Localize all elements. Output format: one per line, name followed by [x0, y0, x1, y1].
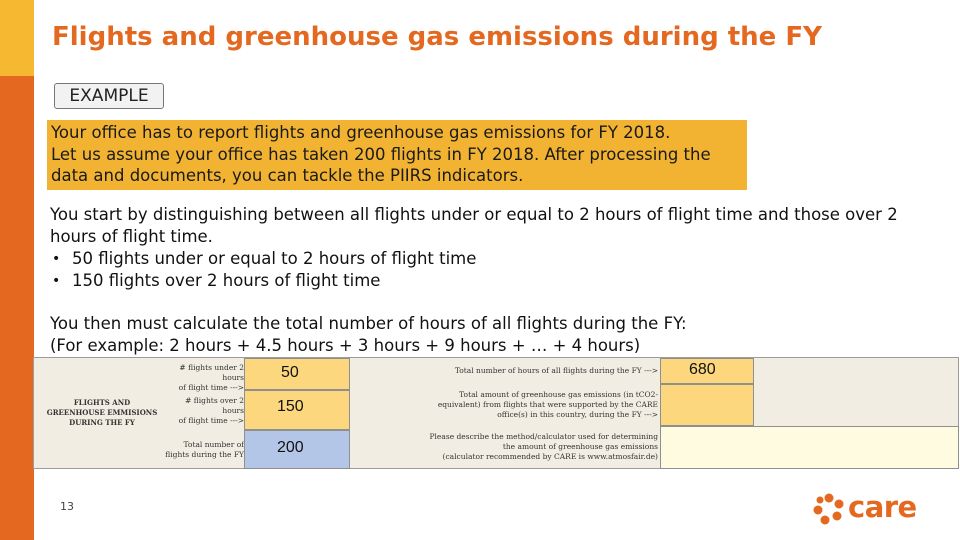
total-flights-cell: 200	[244, 430, 350, 469]
slide-title: Flights and greenhouse gas emissions during the FY	[52, 22, 822, 52]
paragraph-line: You then must calculate the total number of hours of all flights during the FY:	[50, 314, 687, 333]
bullet-item: • 150 flights over 2 hours of flight time	[50, 270, 945, 292]
row2-label: # flights over 2 hours of flight time --->	[178, 396, 244, 425]
note-line: Let us assume your office has taken 200 flights in FY 2018. After processing the	[51, 144, 711, 164]
bullet-item: • 50 flights under or equal to 2 hours of flight time	[50, 248, 945, 270]
calculation-paragraph	[50, 313, 687, 357]
emissions-label: Total amount of greenhouse gas emissions (in tCO2- equivalent) from flights that were supported by the CARE office(s) in this country, during the FY --->	[437, 390, 658, 419]
instruction-paragraph	[50, 204, 945, 292]
flights-under-2h-input[interactable]: 50	[244, 358, 350, 390]
care-logo-icon	[812, 492, 846, 526]
accent-bar-side	[0, 76, 34, 540]
note-line: data and documents, you can tackle the PIIRS indicators.	[51, 166, 524, 185]
row1-label: # flights under 2 hours of flight time --->	[178, 363, 244, 392]
piirs-form-excerpt	[33, 357, 959, 469]
flights-over-2h-input[interactable]: 150	[244, 390, 350, 430]
accent-bar-top	[0, 0, 34, 76]
emissions-input[interactable]	[660, 384, 754, 426]
total-hours-input[interactable]: 680	[660, 358, 754, 384]
total-hours-label: Total number of hours of all flights during the FY --->	[454, 366, 658, 375]
care-logo: care	[812, 490, 942, 526]
flight-bullet-list	[50, 248, 945, 292]
note-line: Your office has to report flights and greenhouse gas emissions for FY 2018.	[51, 123, 671, 142]
method-label: Please describe the method/calculator used for determining the amount of greenhouse gas emissions (calculator recommended by CARE is www.atmosfair.de)	[429, 432, 658, 461]
paragraph-text: You start by distinguishing between all flights under or equal to 2 hours of flight time and those over 2 hours of flight time.	[50, 205, 898, 246]
method-input[interactable]	[660, 426, 959, 469]
example-tag: EXAMPLE	[54, 83, 164, 109]
row3-label: Total number of flights during the FY	[165, 440, 244, 459]
page-number: 13	[60, 500, 74, 513]
form-section-label: FLIGHTS AND GREENHOUSE EMMISIONS DURING THE FY	[46, 398, 158, 427]
paragraph-line: (For example: 2 hours + 4.5 hours + 3 hours + 9 hours + … + 4 hours)	[50, 336, 641, 355]
example-note-box	[47, 120, 747, 190]
